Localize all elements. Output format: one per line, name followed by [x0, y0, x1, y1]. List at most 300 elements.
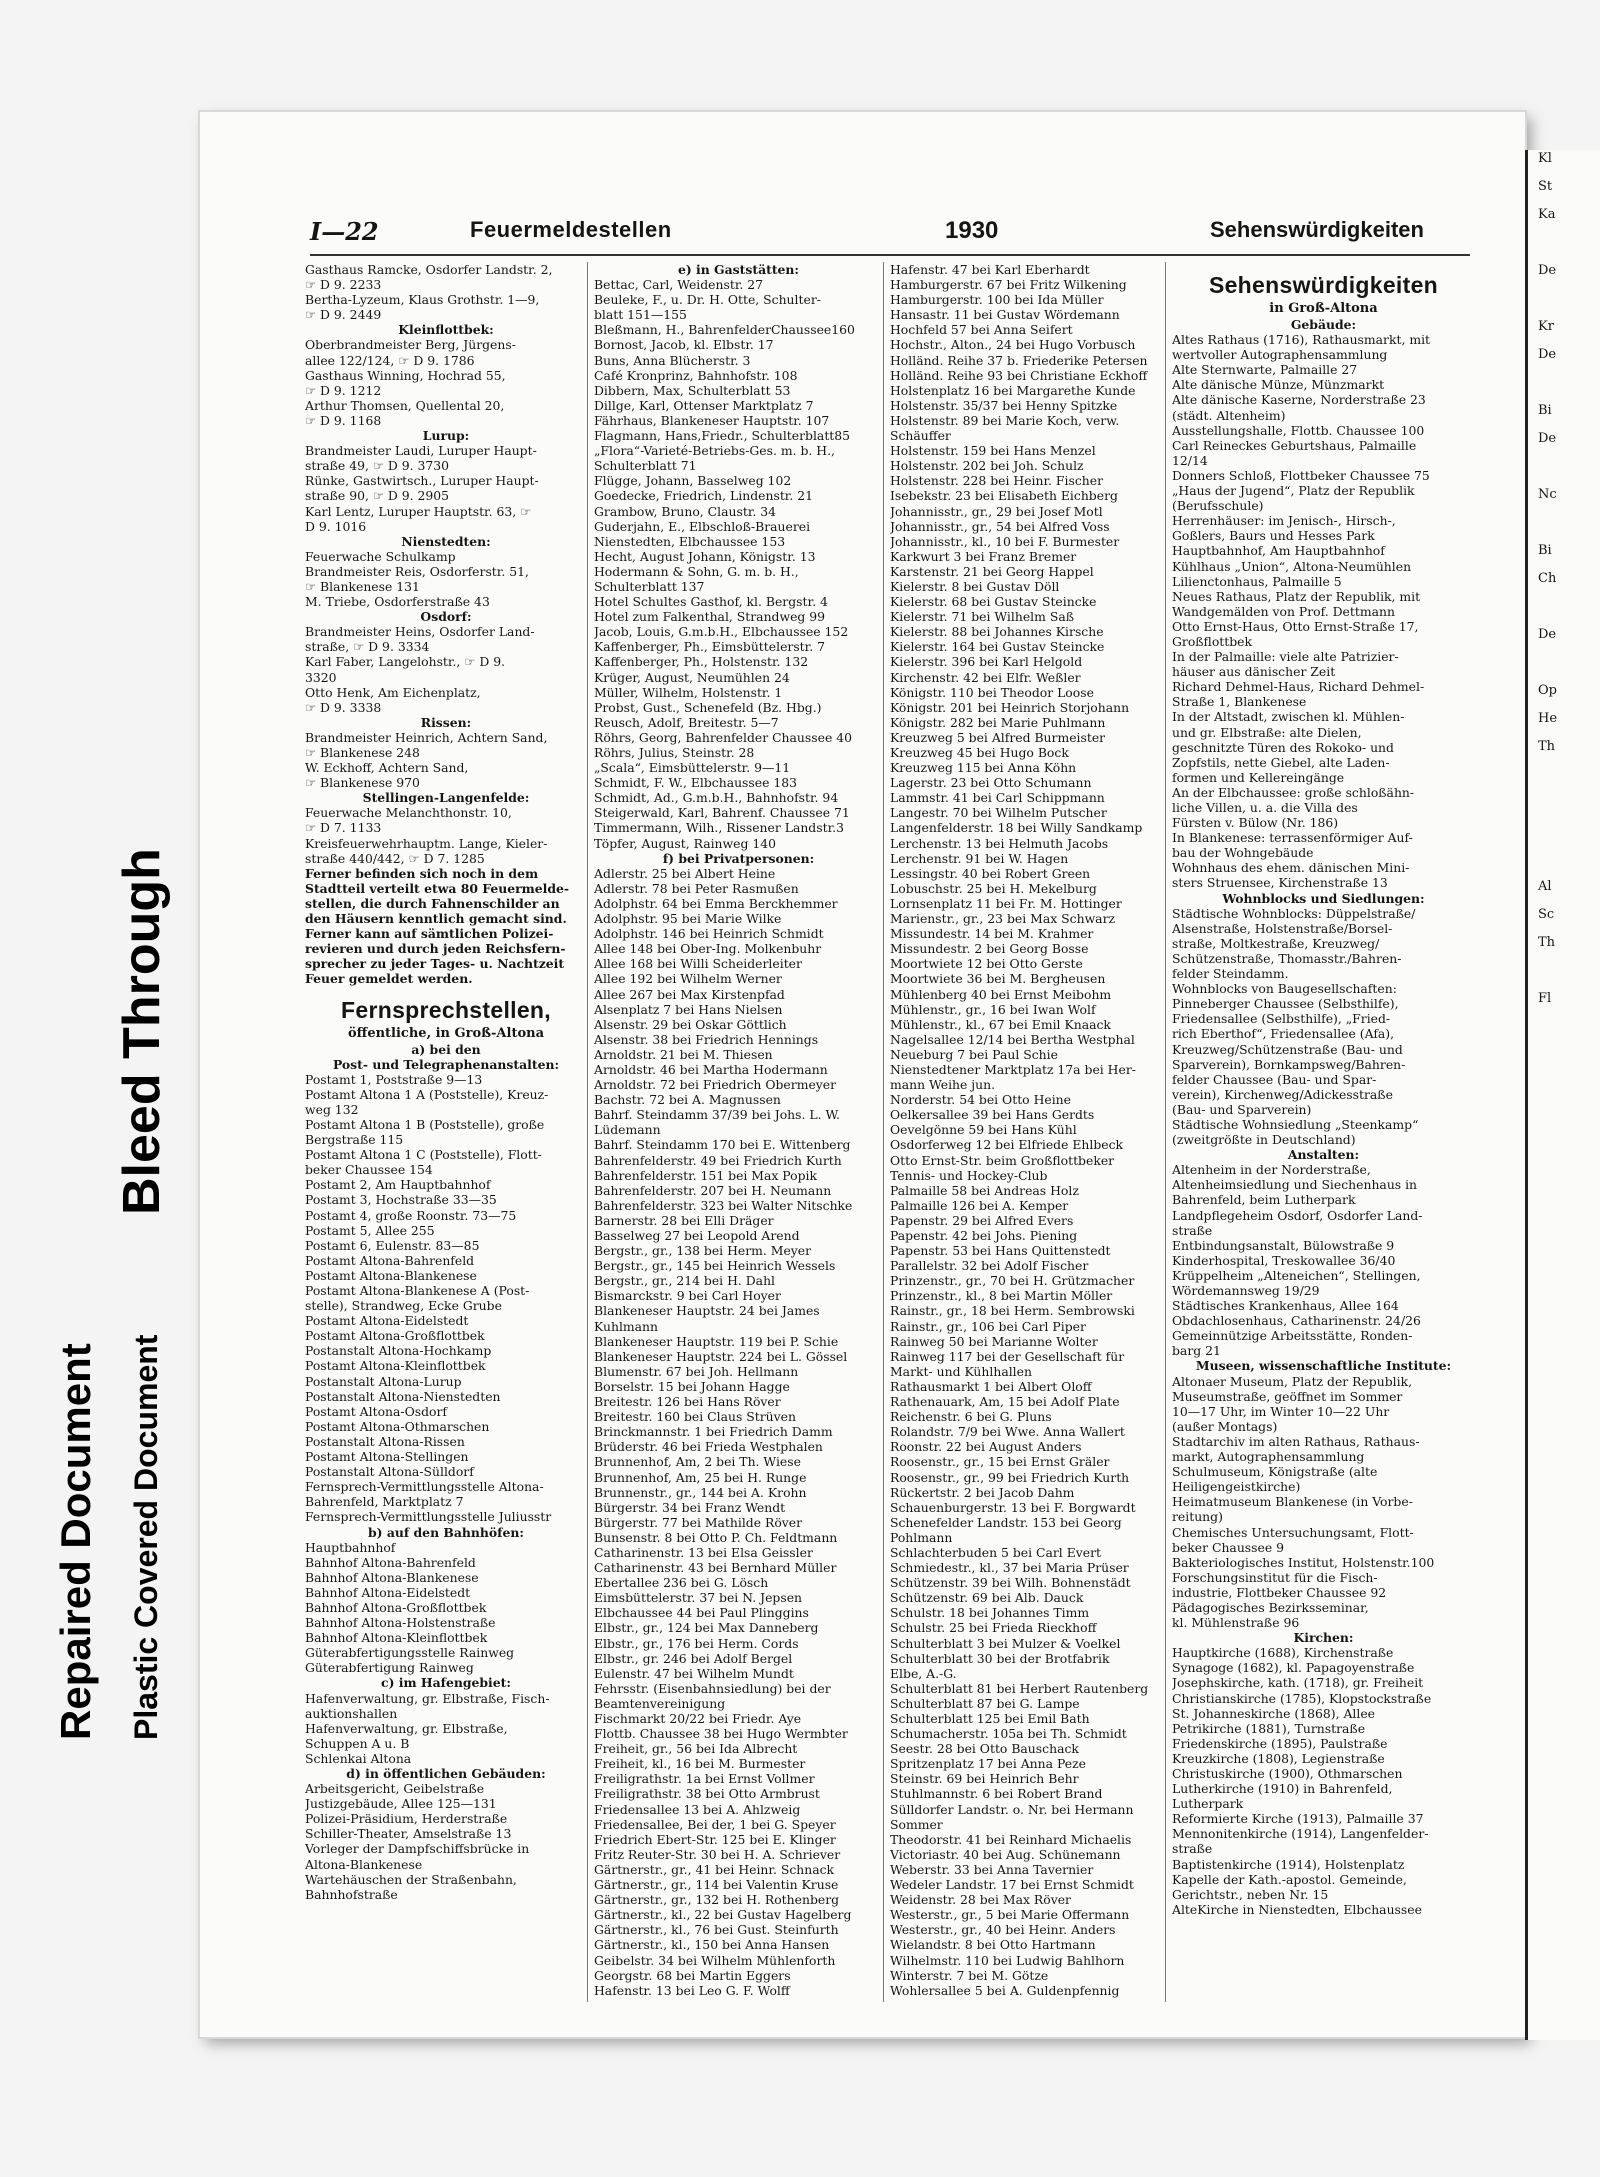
entry-line: (Bau- und Sparverein): [1172, 1101, 1312, 1117]
entry-line: Gärtnerstr., kl., 22 bei Gustav Hagelberg: [594, 1907, 852, 1923]
entry-line: Bahnhofstraße: [305, 1886, 398, 1902]
entry-line: ☞ Blankenese 248: [305, 745, 420, 760]
entry-line: straße, Moltkestraße, Kreuzweg/: [1172, 935, 1380, 951]
bleed-through-label: Bleed Through: [113, 848, 171, 1215]
entry-line: Nienstedten, Elbchaussee 153: [594, 533, 786, 549]
entry-line: Kreisfeuerwehrhauptm. Lange, Kieler-: [305, 835, 548, 851]
entry-line: Café Kronprinz, Bahnhofstr. 108: [594, 367, 798, 383]
next-page-fragment: Th: [1538, 935, 1556, 950]
entry-line: Hafenstr. 47 bei Karl Eberhardt: [890, 262, 1090, 277]
entry-line: Hodermann & Sohn, G. m. b. H.,: [594, 563, 799, 579]
sub-heading: in Groß-Altona: [1269, 301, 1378, 316]
entry-line: Catharinenstr. 13 bei Elsa Geissler: [594, 1544, 813, 1560]
entry-line: Güterabfertigungsstelle Rainweg: [305, 1645, 515, 1661]
entry-line: straße, ☞ D 9. 3334: [305, 639, 430, 655]
entry-line: Adolphstr. 95 bei Marie Wilke: [594, 911, 782, 927]
entry-line: Postamt Altona-Blankenese A (Post-: [305, 1283, 530, 1298]
entry-line: Breitestr. 160 bei Claus Strüven: [594, 1409, 796, 1425]
entry-line: AlteKirche in Nienstedten, Elbchaussee: [1172, 1901, 1422, 1917]
entry-line: und gr. Elbstraße: alte Dielen,: [1172, 724, 1362, 740]
entry-line: mann Weihe jun.: [890, 1077, 996, 1093]
entry-line: Oevelgönne 59 bei Hans Kühl: [890, 1122, 1077, 1138]
entry-line: Wartehäuschen der Straßenbahn,: [305, 1871, 517, 1887]
entry-line: wertvoller Autographensammlung: [1172, 347, 1388, 363]
next-page-fragment: Kl: [1538, 151, 1552, 166]
entry-line: Pinneberger Chaussee (Selbsthilfe),: [1172, 996, 1399, 1012]
entry-line: Friedensallee, Bei der, 1 bei G. Speyer: [594, 1816, 836, 1832]
entry-line: Postamt Altona-Stellingen: [305, 1449, 469, 1465]
entry-line: Flottb. Chaussee 38 bei Hugo Wermbter: [594, 1726, 848, 1742]
entry-line: M. Triebe, Osdorferstraße 43: [305, 594, 490, 610]
entry-line: Karkwurt 3 bei Franz Bremer: [890, 548, 1077, 564]
entry-line: Gärtnerstr., kl., 76 bei Gust. Steinfurth: [594, 1922, 839, 1938]
entry-line: Moortwiete 36 bei M. Bergheusen: [890, 971, 1106, 987]
entry-line: blatt 151—155: [594, 307, 687, 323]
entry-line: markt, Autographensammlung: [1172, 1449, 1365, 1465]
entry-line: Markt- und Kühlhallen: [890, 1363, 1032, 1379]
entry-line: Friedensallee (Selbsthilfe), „Fried-: [1172, 1011, 1391, 1027]
plastic-covered-label: Plastic Covered Document: [128, 1334, 164, 1740]
next-page-fragment: De: [1538, 627, 1557, 642]
next-page-fragment: Op: [1538, 683, 1557, 698]
entry-line: Karl Faber, Langelohstr., ☞ D 9.: [305, 654, 506, 670]
entry-line: Westerstr., gr., 40 bei Heinr. Anders: [890, 1922, 1116, 1938]
entry-line: An der Elbchaussee: große schloßähn-: [1172, 784, 1415, 800]
entry-line: Neues Rathaus, Platz der Republik, mit: [1172, 588, 1421, 604]
entry-line: Bismarckstr. 9 bei Carl Hoyer: [594, 1288, 781, 1304]
entry-line: Missundestr. 2 bei Georg Bosse: [890, 941, 1089, 957]
entry-line: Norderstr. 54 bei Otto Heine: [890, 1092, 1071, 1108]
entry-line: Elbstr., gr. 246 bei Adolf Bergel: [594, 1650, 793, 1666]
entry-line: Stuhlmannstr. 6 bei Robert Brand: [890, 1786, 1103, 1802]
entry-line: Oelkersallee 39 bei Hans Gerdts: [890, 1107, 1095, 1123]
entry-line: Postamt Altona-Osdorf: [305, 1403, 448, 1419]
entry-line: Kaffenberger, Ph., Eimsbüttelerstr. 7: [594, 639, 825, 655]
entry-line: ☞ D 9. 3338: [305, 699, 382, 715]
entry-line: Brandmeister Reis, Osdorferstr. 51,: [305, 563, 529, 579]
note-line: Stadtteil verteilt etwa 80 Feuermelde-: [305, 880, 570, 896]
note-line: Feuer gemeldet werden.: [305, 971, 473, 987]
entry-line: Kreuzweg 45 bei Hugo Bock: [890, 745, 1069, 760]
entry-line: stelle), Strandweg, Ecke Grube: [305, 1298, 502, 1314]
entry-line: Kinderhospital, Treskowallee 36/40: [1172, 1252, 1396, 1268]
section-heading: a) bei den: [411, 1041, 481, 1057]
entry-line: Altona-Blankenese: [305, 1856, 423, 1872]
entry-line: Hafenverwaltung, gr. Elbstraße,: [305, 1720, 508, 1736]
entry-line: W. Eckhoff, Achtern Sand,: [305, 760, 469, 776]
entry-line: Tennis- und Hockey-Club: [890, 1167, 1048, 1183]
entry-line: bau der Wohngebäude: [1172, 845, 1314, 861]
entry-line: Elbstr., gr., 124 bei Max Danneberg: [594, 1620, 819, 1636]
entry-line: Schulterblatt 125 bei Emil Bath: [890, 1711, 1090, 1726]
entry-line: Westerstr., gr., 5 bei Marie Offermann: [890, 1907, 1130, 1923]
entry-line: barg 21: [1172, 1343, 1221, 1359]
entry-line: Museumstraße, geöffnet im Sommer: [1172, 1388, 1403, 1404]
entry-line: Johannisstr., gr., 54 bei Alfred Voss: [890, 518, 1110, 534]
next-page-fragment: Ka: [1538, 207, 1556, 222]
entry-line: Winterstr. 7 bei M. Götze: [890, 1967, 1049, 1983]
next-page-fragment: [1538, 654, 1600, 672]
entry-line: Feuerwache Melanchthonstr. 10,: [305, 805, 512, 821]
entry-line: Kreuzweg/Schützenstraße (Bau- und: [1172, 1041, 1403, 1057]
entry-line: Müller, Wilhelm, Holstenstr. 1: [594, 684, 783, 700]
entry-line: Schmiedestr., kl., 37 bei Maria Prüser: [890, 1560, 1129, 1576]
entry-line: Brunnenhof, Am, 25 bei H. Runge: [594, 1469, 807, 1485]
entry-line: sters Struensee, Kirchenstraße 13: [1172, 875, 1388, 891]
entry-line: Lobuschstr. 25 bei H. Mekelburg: [890, 880, 1097, 896]
entry-line: „Haus der Jugend“, Platz der Republik: [1172, 483, 1415, 499]
entry-line: Bahrenfelderstr. 151 bei Max Popik: [594, 1167, 818, 1183]
entry-line: Elbe, A.-G.: [890, 1665, 957, 1681]
entry-line: Fährhaus, Blankeneser Hauptstr. 107: [594, 412, 830, 428]
entry-line: Rolandstr. 7/9 bei Wwe. Anna Wallert: [890, 1424, 1125, 1440]
entry-line: Kreuzkirche (1808), Legienstraße: [1172, 1750, 1385, 1766]
entry-line: Bahrf. Steindamm 170 bei E. Wittenberg: [594, 1137, 851, 1153]
entry-line: Lagerstr. 23 bei Otto Schumann: [890, 775, 1092, 791]
entry-line: Königstr. 201 bei Heinrich Storjohann: [890, 699, 1130, 715]
entry-line: Missundestr. 14 bei M. Krahmer: [890, 926, 1094, 942]
entry-line: Freiheit, gr., 56 bei Ida Albrecht: [594, 1741, 798, 1757]
entry-line: Röhrs, Julius, Steinstr. 28: [594, 745, 755, 760]
entry-line: Otto Ernst-Str. beim Großflottbeker: [890, 1152, 1115, 1168]
entry-line: Friedensallee 13 bei A. Ahlzweig: [594, 1801, 801, 1817]
section-heading: Stellingen-Langenfelde:: [362, 790, 530, 806]
entry-line: Sülldorfer Landstr. o. Nr. bei Hermann: [890, 1801, 1134, 1817]
entry-line: Elbstr., gr., 176 bei Herm. Cords: [594, 1635, 799, 1651]
entry-line: Dillge, Karl, Ottenser Marktplatz 7: [594, 397, 814, 413]
entry-line: Entbindungsanstalt, Bülowstraße 9: [1172, 1237, 1395, 1253]
entry-line: Reichenstr. 6 bei G. Pluns: [890, 1409, 1052, 1425]
entry-line: weg 132: [305, 1101, 359, 1117]
entry-line: Schenefelder Landstr. 153 bei Georg: [890, 1514, 1122, 1530]
entry-line: Fritz Reuter-Str. 30 bei H. A. Schriever: [594, 1846, 841, 1862]
entry-line: Marienstr., gr., 23 bei Max Schwarz: [890, 911, 1116, 927]
entry-line: allee 122/124, ☞ D 9. 1786: [305, 352, 475, 368]
next-page-fragment: [1538, 290, 1600, 308]
entry-line: Mühlenberg 40 bei Ernst Meibohm: [890, 986, 1112, 1002]
next-page-fragment: [1538, 514, 1600, 532]
entry-line: ☞ D 7. 1133: [305, 820, 382, 836]
entry-line: Schulstr. 25 bei Frieda Rieckhoff: [890, 1620, 1097, 1636]
major-heading: Fernsprechstellen,: [341, 996, 551, 1023]
entry-line: Mühlenstr., gr., 16 bei Iwan Wolf: [890, 1001, 1096, 1017]
next-page-fragment: Al: [1538, 879, 1552, 894]
entry-line: Weberstr. 33 bei Anna Tavernier: [890, 1861, 1094, 1877]
entry-line: Bahnhof Altona-Eidelstedt: [305, 1584, 471, 1600]
entry-line: Schützenstr. 39 bei Wilh. Bohnenstädt: [890, 1575, 1131, 1591]
entry-line: Postamt 3, Hochstraße 33—35: [305, 1192, 497, 1208]
section-heading: Museen, wissenschaftliche Institute:: [1195, 1358, 1452, 1374]
entry-line: Gasthaus Ramcke, Osdorfer Landstr. 2,: [305, 262, 553, 277]
entry-line: Eulenstr. 47 bei Wilhelm Mundt: [594, 1665, 794, 1681]
entry-line: Adlerstr. 78 bei Peter Rasmußen: [594, 880, 799, 896]
entry-line: Baptistenkirche (1914), Holstenplatz: [1172, 1856, 1405, 1872]
entry-line: Gasthaus Winning, Hochrad 55,: [305, 367, 506, 383]
entry-line: Goßlers, Baurs und Hesses Park: [1172, 528, 1375, 544]
entry-line: Alte dänische Kaserne, Norderstraße 23: [1172, 392, 1426, 408]
entry-line: Herrenhäuser: im Jenisch-, Hirsch-,: [1172, 513, 1396, 529]
entry-line: Bergstr., gr., 138 bei Herm. Meyer: [594, 1243, 812, 1259]
entry-line: Schulmuseum, Königstraße (alte: [1172, 1464, 1378, 1480]
entry-line: Weidenstr. 28 bei Max Röver: [890, 1892, 1071, 1908]
entry-line: Postamt Altona 1 C (Poststelle), Flott-: [305, 1147, 542, 1163]
entry-line: Postamt Altona-Eidelstedt: [305, 1313, 469, 1329]
entry-line: (städt. Altenheim): [1172, 407, 1286, 423]
entry-line: Fernsprech-Vermittlungsstelle Altona-: [305, 1479, 544, 1495]
entry-line: Postamt 6, Eulenstr. 83—85: [305, 1237, 480, 1253]
entry-line: Gärtnerstr., gr., 132 bei H. Rothenberg: [594, 1892, 840, 1908]
entry-line: Bahrenfelderstr. 323 bei Walter Nitschke: [594, 1197, 853, 1213]
entry-line: Holstenplatz 16 bei Margarethe Kunde: [890, 382, 1136, 398]
entry-line: Kuhlmann: [594, 1318, 659, 1334]
entry-line: Brandmeister Laudi, Luruper Haupt-: [305, 443, 537, 459]
entry-line: Holstenstr. 35/37 bei Henny Spitzke: [890, 397, 1118, 413]
entry-line: Bergstraße 115: [305, 1132, 404, 1148]
repaired-document-label: Repaired Document: [52, 1343, 99, 1740]
entry-line: Josephskirche, kath. (1718), gr. Freiheit: [1172, 1675, 1424, 1691]
entry-line: Holstenstr. 159 bei Hans Menzel: [890, 443, 1096, 459]
entry-line: Hotel Schultes Gasthof, kl. Bergstr. 4: [594, 594, 828, 610]
entry-line: Karl Lentz, Luruper Hauptstr. 63, ☞: [305, 503, 532, 519]
entry-line: Rainweg 50 bei Marianne Wolter: [890, 1333, 1098, 1349]
entry-line: Schlachterbuden 5 bei Carl Evert: [890, 1544, 1101, 1560]
entry-line: Königstr. 282 bei Marie Puhlmann: [890, 714, 1106, 730]
entry-line: Palmaille 126 bei A. Kemper: [890, 1197, 1069, 1213]
entry-line: Landpflegeheim Osdorf, Osdorfer Land-: [1172, 1207, 1423, 1223]
next-page-fragment: [1538, 598, 1600, 616]
entry-line: Kreuzweg 5 bei Alfred Burmeister: [890, 729, 1106, 745]
next-page-fragment: Nc: [1538, 487, 1557, 502]
entry-line: Schlenkai Altona: [305, 1750, 412, 1766]
entry-line: Wohlersallee 5 bei A. Guldenpfennig: [890, 1982, 1120, 1998]
entry-line: Schäuffer: [890, 428, 951, 444]
entry-line: In der Palmaille: viele alte Patrizier-: [1172, 649, 1399, 665]
section-heading: Anstalten:: [1287, 1147, 1360, 1163]
entry-line: Langestr. 70 bei Wilhelm Putscher: [890, 805, 1107, 821]
entry-line: Bertha-Lyzeum, Klaus Grothstr. 1—9,: [305, 292, 540, 308]
entry-line: Bürgerstr. 77 bei Mathilde Röver: [594, 1514, 803, 1530]
entry-line: Geibelstr. 34 bei Wilhelm Mühlenforth: [594, 1952, 836, 1968]
entry-line: Schulterblatt 71: [594, 458, 697, 474]
entry-line: Chemisches Untersuchungsamt, Flott-: [1172, 1524, 1414, 1540]
entry-line: Postamt Altona-Blankenese: [305, 1267, 477, 1283]
entry-line: Bahrenfelderstr. 207 bei H. Neumann: [594, 1182, 832, 1198]
entry-line: Holländ. Reihe 37 b. Friederike Petersen: [890, 352, 1148, 368]
next-page-fragment: Kr: [1538, 319, 1554, 334]
section-heading: Rissen:: [420, 714, 472, 730]
entry-line: Kielerstr. 8 bei Gustav Döll: [890, 578, 1060, 594]
entry-line: Postanstalt Altona-Hochkamp: [305, 1343, 492, 1359]
entry-line: Lilienctonhaus, Palmaille 5: [1172, 573, 1342, 589]
entry-line: Postamt 4, große Roonstr. 73—75: [305, 1207, 517, 1223]
next-page-fragment: [1538, 850, 1600, 868]
entry-line: Postamt 2, Am Hauptbahnhof: [305, 1177, 491, 1193]
entry-line: Brunnenstr., gr., 144 bei A. Krohn: [594, 1484, 807, 1500]
entry-line: felder Steindamm.: [1172, 966, 1289, 982]
section-heading: c) im Hafengebiet:: [381, 1675, 511, 1691]
entry-line: Kielerstr. 164 bei Gustav Steincke: [890, 639, 1105, 655]
entry-line: Steigerwald, Karl, Bahrenf. Chaussee 71: [594, 805, 850, 821]
note-line: stellen, die durch Fahnenschilder an: [305, 895, 560, 911]
entry-line: Victoriastr. 40 bei Aug. Schünemann: [890, 1846, 1121, 1862]
entry-line: Polizei-Präsidium, Herderstraße: [305, 1811, 508, 1827]
entry-line: 10—17 Uhr, im Winter 10—22 Uhr: [1172, 1403, 1390, 1419]
entry-line: Wilhelmstr. 110 bei Ludwig Bahlhorn: [890, 1952, 1125, 1968]
entry-line: Lutherkirche (1910) in Bahrenfeld,: [1172, 1781, 1393, 1797]
entry-line: Spritzenplatz 17 bei Anna Peze: [890, 1756, 1086, 1772]
entry-line: Hauptbahnhof: [305, 1539, 396, 1555]
note-line: revieren und durch jeden Reichsfern-: [305, 941, 566, 957]
entry-line: Brandmeister Heinrich, Achtern Sand,: [305, 729, 548, 745]
entry-line: (zweitgrößte in Deutschland): [1172, 1132, 1356, 1148]
entry-line: Freiligrathstr. 1a bei Ernst Vollmer: [594, 1771, 815, 1787]
entry-line: Städtische Wohnblocks: Düppelstraße/: [1172, 905, 1416, 921]
entry-line: Postanstalt Altona-Sülldorf: [305, 1464, 474, 1480]
entry-line: Barnerstr. 28 bei Elli Dräger: [594, 1212, 774, 1228]
entry-line: Bachstr. 72 bei A. Magnussen: [594, 1092, 781, 1108]
entry-line: Lüdemann: [594, 1122, 661, 1138]
entry-line: Schulterblatt 3 bei Mulzer & Voelkel: [890, 1635, 1121, 1651]
header-right-title: Sehenswürdigkeiten: [1210, 217, 1424, 242]
entry-line: Hochstr., Alton., 24 bei Hugo Vorbusch: [890, 337, 1136, 353]
entry-line: Roonstr. 22 bei August Anders: [890, 1439, 1082, 1455]
entry-line: Postamt Altona-Bahrenfeld: [305, 1252, 475, 1268]
entry-line: Allee 148 bei Ober-Ing. Molkenbuhr: [594, 941, 822, 957]
entry-line: Hauptbahnhof, Am Hauptbahnhof: [1172, 543, 1385, 559]
entry-line: Eimsbüttelerstr. 37 bei N. Jepsen: [594, 1590, 803, 1606]
entry-line: ☞ Blankenese 970: [305, 775, 420, 791]
entry-line: Rainweg 117 bei der Gesellschaft für: [890, 1348, 1125, 1364]
entry-line: Städtische Wohnsiedlung „Steenkamp“: [1172, 1116, 1419, 1132]
entry-line: formen und Kellereingänge: [1172, 769, 1345, 785]
entry-line: Alsenstr. 38 bei Friedrich Hennings: [594, 1031, 819, 1047]
entry-line: Postanstalt Altona-Rissen: [305, 1433, 465, 1449]
entry-line: Wohnblocks von Baugesellschaften:: [1172, 981, 1397, 997]
entry-line: Postamt 1, Poststraße 9—13: [305, 1071, 483, 1087]
entry-line: auktionshallen: [305, 1705, 398, 1721]
entry-line: Königstr. 110 bei Theodor Loose: [890, 684, 1094, 700]
sub-heading: öffentliche, in Groß-Altona: [347, 1025, 545, 1041]
entry-line: Alsenstraße, Holstenstraße/Borsel-: [1172, 920, 1393, 936]
entry-line: Töpfer, August, Rainweg 140: [594, 835, 776, 851]
entry-line: Schumacherstr. 105a bei Th. Schmidt: [890, 1726, 1127, 1742]
entry-line: Friedenskirche (1895), Paulstraße: [1172, 1735, 1388, 1751]
entry-line: Kirchenstr. 42 bei Elfr. Weßler: [890, 669, 1081, 685]
entry-line: Hamburgerstr. 67 bei Fritz Wilkening: [890, 277, 1127, 293]
entry-line: Reusch, Adolf, Breitestr. 5—7: [594, 714, 779, 730]
entry-line: Holstenstr. 202 bei Joh. Schulz: [890, 458, 1084, 474]
entry-line: Mennonitenkirche (1914), Langenfelder-: [1172, 1826, 1429, 1842]
entry-line: Hafenstr. 13 bei Leo G. F. Wolff: [594, 1982, 790, 1998]
entry-line: Altonaer Museum, Platz der Republik,: [1172, 1373, 1413, 1389]
section-heading: Kleinflottbek:: [398, 322, 494, 338]
entry-line: Papenstr. 53 bei Hans Quittenstedt: [890, 1243, 1111, 1259]
entry-line: Bahnhof Altona-Holstenstraße: [305, 1615, 496, 1631]
entry-line: Hauptkirche (1688), Kirchenstraße: [1172, 1645, 1394, 1661]
entry-line: straße 49, ☞ D 9. 3730: [305, 458, 450, 474]
entry-line: Postanstalt Altona-Nienstedten: [305, 1388, 501, 1404]
entry-line: Schützenstraße, Thomasstr./Bahren-: [1172, 950, 1402, 966]
entry-line: Röhrs, Georg, Bahrenfelder Chaussee 40: [594, 729, 852, 745]
entry-line: Schulterblatt 137: [594, 578, 705, 594]
entry-line: Obdachlosenhaus, Catharinenstr. 24/26: [1172, 1313, 1421, 1329]
entry-line: beker Chaussee 154: [305, 1162, 433, 1178]
entry-line: Gärtnerstr., kl., 150 bei Anna Hansen: [594, 1937, 830, 1953]
entry-line: Lerchenstr. 13 bei Helmuth Jacobs: [890, 835, 1109, 851]
entry-line: Schmidt, F. W., Elbchaussee 183: [594, 775, 798, 791]
entry-line: Brinckmannstr. 1 bei Friedrich Damm: [594, 1424, 833, 1440]
document-page: [200, 112, 1525, 2037]
section-heading: Osdorf:: [420, 609, 472, 625]
entry-line: Rathausmarkt 1 bei Albert Oloff: [890, 1378, 1092, 1394]
entry-line: Blankeneser Hauptstr. 224 bei L. Gössel: [594, 1348, 848, 1364]
entry-line: Sparverein), Bornkampsweg/Bahren-: [1172, 1056, 1406, 1072]
entry-line: Prinzenstr., kl., 8 bei Martin Möller: [890, 1288, 1113, 1304]
entry-line: 3320: [305, 669, 337, 685]
entry-line: Stadtarchiv im alten Rathaus, Rathaus-: [1172, 1433, 1420, 1449]
entry-line: Heiligengeistkirche): [1172, 1479, 1301, 1495]
entry-line: Oberbrandmeister Berg, Jürgens-: [305, 337, 516, 353]
entry-line: Allee 168 bei Willi Scheiderleiter: [594, 956, 802, 972]
entry-line: Bunsenstr. 8 bei Otto P. Ch. Feldtmann: [594, 1529, 838, 1545]
note-line: Ferner befinden sich noch in dem: [305, 865, 539, 881]
section-heading: Gebäude:: [1290, 317, 1357, 332]
entry-line: Kapelle der Kath.-apostol. Gemeinde,: [1172, 1871, 1407, 1887]
entry-line: St. Johanneskirche (1868), Allee: [1172, 1705, 1375, 1721]
entry-line: Moortwiete 12 bei Otto Gerste: [890, 956, 1083, 972]
next-page-fragment: [1538, 822, 1600, 840]
column-2: [587, 262, 883, 2002]
entry-line: Allee 192 bei Wilhelm Werner: [594, 971, 782, 987]
page-header: [310, 217, 1470, 257]
entry-line: Gemeinnützige Arbeitsstätte, Ronden-: [1172, 1328, 1413, 1344]
entry-line: Altenheim in der Norderstraße,: [1172, 1162, 1371, 1178]
entry-line: Jacob, Louis, G.m.b.H., Elbchaussee 152: [594, 624, 849, 640]
entry-line: Blankeneser Hauptstr. 24 bei James: [594, 1303, 820, 1319]
entry-line: industrie, Flottbeker Chaussee 92: [1172, 1584, 1387, 1600]
entry-line: Roosenstr., gr., 99 bei Friedrich Kurth: [890, 1469, 1130, 1485]
entry-line: Hochfeld 57 bei Anna Seifert: [890, 322, 1073, 338]
entry-line: Donners Schloß, Flottbeker Chaussee 75: [1172, 467, 1430, 483]
entry-line: Schmidt, Ad., G.m.b.H., Bahnhofstr. 94: [594, 790, 839, 806]
entry-line: ☞ D 9. 2449: [305, 307, 382, 323]
entry-line: Langenfelderstr. 18 bei Willy Sandkamp: [890, 820, 1143, 836]
entry-line: Flagmann, Hans,Friedr., Schulterblatt85: [594, 428, 851, 444]
entry-line: Roosenstr., gr., 15 bei Ernst Gräler: [890, 1454, 1110, 1470]
entry-line: Schulterblatt 81 bei Herbert Rautenberg: [890, 1680, 1149, 1696]
entry-line: häuser aus dänischer Zeit: [1172, 664, 1336, 680]
section-heading: e) in Gaststätten:: [677, 262, 800, 277]
next-page-fragment: Bi: [1538, 403, 1552, 418]
column-4: [1165, 262, 1475, 2002]
entry-line: Schauenburgerstr. 13 bei F. Borgwardt: [890, 1499, 1136, 1515]
entry-line: Hansastr. 11 bei Gustav Wördemann: [890, 307, 1120, 323]
entry-line: Allee 267 bei Max Kirstenpfad: [594, 986, 785, 1002]
entry-line: Justizgebäude, Allee 125—131: [305, 1796, 497, 1812]
entry-line: Friedrich Ebert-Str. 125 bei E. Klinger: [594, 1831, 836, 1847]
entry-line: Sommer: [890, 1816, 943, 1832]
entry-line: beker Chaussee 9: [1172, 1539, 1284, 1555]
entry-line: Timmermann, Wilh., Rissener Landstr.3: [594, 820, 844, 836]
entry-line: ☞ D 9. 1168: [305, 412, 382, 428]
entry-line: Hamburgerstr. 100 bei Ida Müller: [890, 292, 1104, 308]
entry-line: Heimatmuseum Blankenese (in Vorbe-: [1172, 1494, 1413, 1510]
entry-line: Arbeitsgericht, Geibelstraße: [305, 1781, 485, 1797]
entry-line: Lornsenplatz 11 bei Fr. M. Hottinger: [890, 895, 1122, 911]
header-year: 1930: [945, 217, 999, 244]
entry-line: Mühlenstr., kl., 67 bei Emil Knaack: [890, 1016, 1111, 1032]
entry-line: Forschungsinstitut für die Fisch-: [1172, 1569, 1378, 1585]
